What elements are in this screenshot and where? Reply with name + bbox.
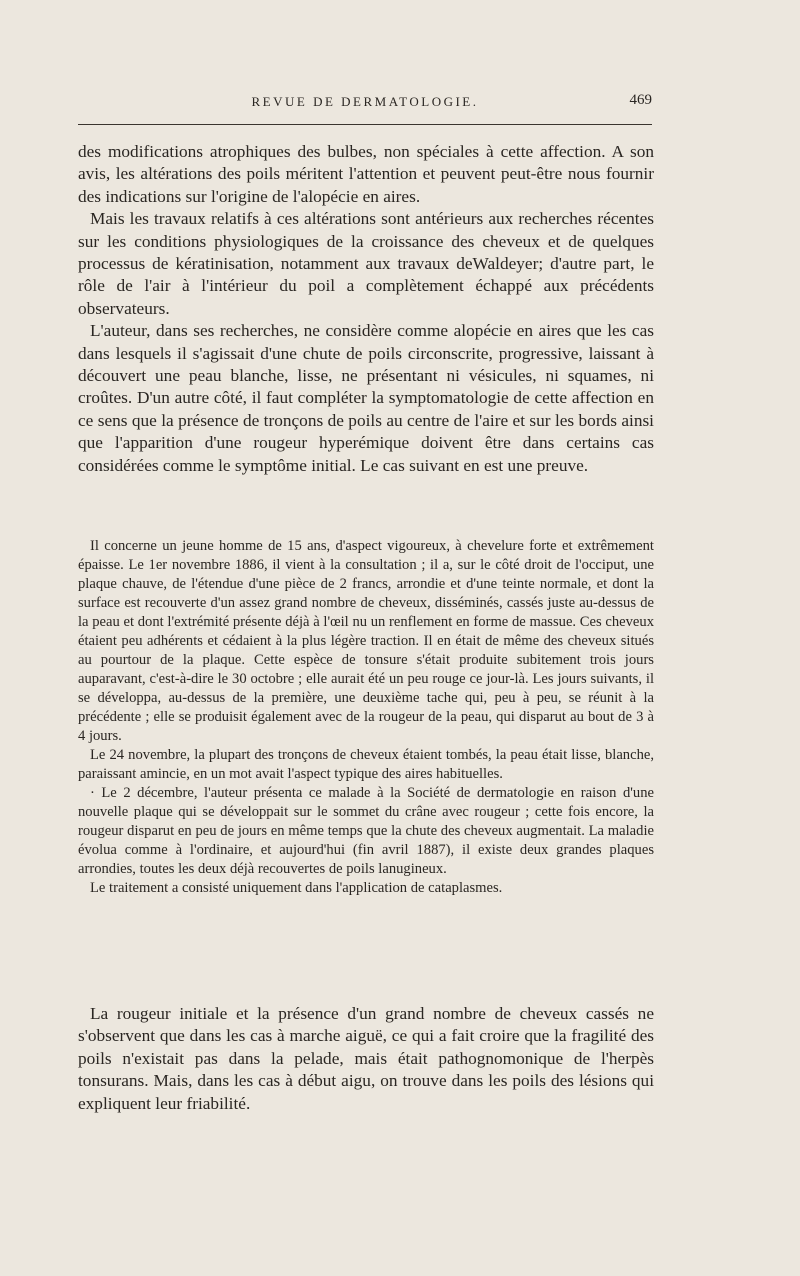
paragraph-4: La rougeur initiale et la présence d'un grand nombre de cheveux cassés ne s'observent que dans les cas à marche aiguë, ce qui a fait croire que la fragilité des poils n'existait pas dans la pelade, mais était pathognomonique de l'herpès tonsurans. Mais, dans les cas à début aigu, on trouve dans les poils des lésions qui expliquent leur friabilité. <box>78 1004 654 1113</box>
case-paragraph-3: · Le 2 décembre, l'auteur présenta ce malade à la Société de dermatologie en raison d'une nouvelle plaque qui se développait sur le sommet du crâne avec rougeur ; cette fois encore, la rougeur disparut en peu de jours en même temps que la chute des cheveux augmentait. La maladie évolua comme à l'ordinaire, et aujourd'hui (fin avril 1887), il existe deux grandes plaques arrondies, toutes les deux déjà recouvertes de poils lanugineux. <box>78 785 654 877</box>
paragraph-1: des modifications atrophiques des bulbes, non spéciales à cette affection. A son avis, les altérations des poils méritent l'attention et peuvent peut-être nous fournir des indications sur l'origine de l'alopécie en aires. <box>78 142 654 206</box>
case-paragraph-1: Il concerne un jeune homme de 15 ans, d'aspect vigoureux, à chevelure forte et extrêmement épaisse. Le 1er novembre 1886, il vient à la consultation ; il a, sur le côté droit de l'occiput, une plaque chauve, de l'étendue d'une pièce de 2 francs, arrondie et d'une teinte normale, et dont la surface est recouverte d'un assez grand nombre de cheveux, disséminés, cassés juste au-dessus de la peau et dont l'extrémité présente déjà à l'œil nu un renflement en forme de massue. Ces cheveux étaient peu adhérents et cédaient à la plus légère traction. Il en était de même des cheveux situés au pourtour de la plaque. Cette espèce de tonsure s'était produite subitement trois jours auparavant, c'est-à-dire le 30 octobre ; elle aurait été un peu rouge ce jour-là. Les jours suivants, il se développa, au-dessus de la première, une deuxième tache qui, peu à peu, se réunit à la précédente ; elle se produisit également avec de la rougeur de la peau, qui disparut au bout de 3 à 4 jours. <box>78 538 654 744</box>
running-title: REVUE DE DERMATOLOGIE. <box>251 94 479 109</box>
case-paragraph-2: Le 24 novembre, la plupart des tronçons de cheveux étaient tombés, la peau était lisse, blanche, paraissant amincie, en un mot avait l'aspect typique des aires habituelles. <box>78 747 654 782</box>
page-number: 469 <box>629 92 652 108</box>
case-report <box>78 537 654 898</box>
paragraph-2: Mais les travaux relatifs à ces altérations sont antérieurs aux recherches récentes sur les conditions physiologiques de la croissance des cheveux et de quelques processus de kératinisation, notamment aux travaux deWaldeyer; d'autre part, le rôle de l'air à l'intérieur du poil a complètement échappé aux précédents observateurs. <box>78 209 654 318</box>
conclusion-text <box>78 1003 654 1115</box>
case-paragraph-4: Le traitement a consisté uniquement dans l'application de cataplasmes. <box>90 880 503 896</box>
header-rule <box>78 124 652 125</box>
paragraph-3: L'auteur, dans ses recherches, ne considère comme alopécie en aires que les cas dans lesquels il s'agissait d'une chute de poils circonscrite, progressive, laissant à découvert une peau blanche, lisse, ne présentant ni vésicules, ni squames, ni croûtes. D'un autre côté, il faut compléter la symptomatologie de cette affection en ce sens que la présence de tronçons de poils au centre de l'aire et sur les bords ainsi que l'apparition d'une rougeur hyperémique doivent être dans certains cas considérées comme le symptôme initial. Le cas suivant en est une preuve. <box>78 321 654 475</box>
page-header <box>78 90 652 114</box>
main-text <box>78 141 654 477</box>
